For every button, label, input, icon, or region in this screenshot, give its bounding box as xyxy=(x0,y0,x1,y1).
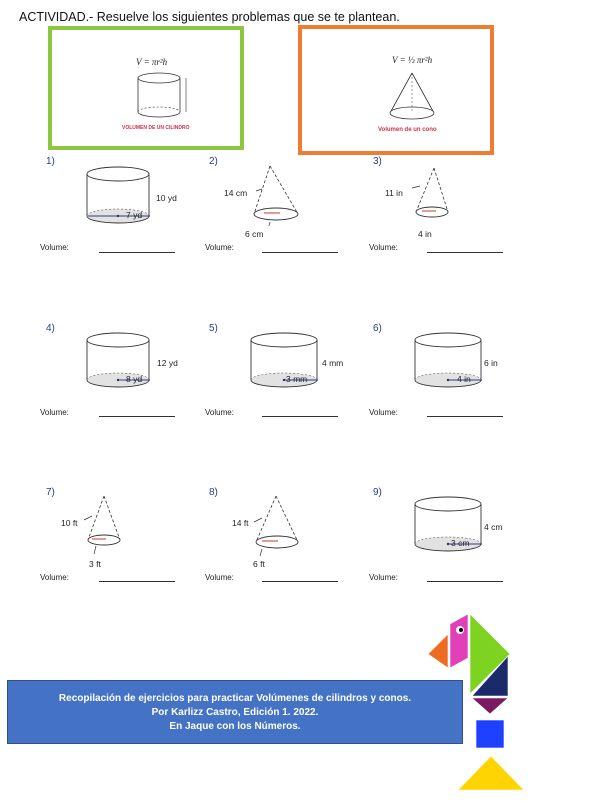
credits-line-2: Por Karlizz Castro, Edición 1. 2022. xyxy=(151,707,319,718)
problem-8-cone-figure xyxy=(250,494,310,556)
problem-6-height: 6 in xyxy=(484,358,498,368)
problem-3-cone-figure xyxy=(410,166,460,226)
problem-7-radius: 3 ft xyxy=(89,559,101,569)
problem-2-radius: 6 cm xyxy=(245,229,264,239)
problem-2-number: 2) xyxy=(209,156,218,167)
credits-banner xyxy=(7,680,463,744)
problem-6-volume-label: Volume: xyxy=(369,408,398,417)
problem-2-volume-label: Volume: xyxy=(205,243,234,252)
cone-formula: V = ⅓ πr²h xyxy=(392,55,433,65)
cone-reference-icon xyxy=(382,71,442,127)
cone-caption: Volumen de un cono xyxy=(378,127,437,133)
problem-3-volume-label: Volume: xyxy=(369,243,398,252)
problem-1-height: 10 yd xyxy=(156,193,177,203)
problem-7-number: 7) xyxy=(46,487,55,498)
problem-5-radius: 3 mm xyxy=(286,374,308,384)
problem-1-cylinder-figure xyxy=(84,164,164,226)
problem-8-number: 8) xyxy=(209,487,218,498)
problem-6-number: 6) xyxy=(373,323,382,334)
problem-3-number: 3) xyxy=(373,156,382,167)
cone-reference-card xyxy=(298,25,494,155)
problem-6-answer-line[interactable] xyxy=(427,416,503,417)
problem-1-volume-label: Volume: xyxy=(40,243,69,252)
problem-2-cone-figure xyxy=(250,164,310,226)
problem-8-height: 14 ft xyxy=(232,518,249,528)
problem-3-radius: 4 in xyxy=(418,229,432,239)
problem-4-height: 12 yd xyxy=(157,358,178,368)
problem-2-height: 14 cm xyxy=(224,188,248,198)
problem-4-answer-line[interactable] xyxy=(99,416,175,417)
problem-8-answer-line[interactable] xyxy=(262,581,338,582)
problem-3-height: 11 in xyxy=(385,188,403,198)
problem-4-number: 4) xyxy=(46,323,55,334)
problem-8-volume-label: Volume: xyxy=(205,573,234,582)
problem-4-radius: 8 yd xyxy=(126,374,143,384)
credits-line-3: En Jaque con los Números. xyxy=(169,721,301,732)
problem-7-cone-figure xyxy=(82,494,132,556)
problem-1-answer-line[interactable] xyxy=(99,252,175,253)
problem-2-answer-line[interactable] xyxy=(262,252,338,253)
problem-6-cylinder-figure xyxy=(412,330,492,392)
problem-7-answer-line[interactable] xyxy=(99,581,175,582)
problem-5-volume-label: Volume: xyxy=(205,408,234,417)
problem-5-height: 4 mm xyxy=(322,358,344,368)
problem-5-number: 5) xyxy=(209,323,218,334)
cylinder-reference-card xyxy=(48,26,244,150)
problem-9-height: 4 cm xyxy=(484,522,503,532)
problem-9-number: 9) xyxy=(373,487,382,498)
problem-7-volume-label: Volume: xyxy=(40,573,69,582)
activity-title: ACTIVIDAD.- Resuelve los siguientes problemas que se te plantean. xyxy=(19,10,400,24)
problem-9-answer-line[interactable] xyxy=(427,581,503,582)
tangram-bird-logo xyxy=(424,610,534,795)
credits-line-1: Recopilación de ejercicios para practicar Volúmenes de cilindros y conos. xyxy=(58,693,412,704)
cylinder-caption: VOLUMEN DE UN CILINDRO xyxy=(122,125,190,131)
problem-6-radius: 4 in xyxy=(457,374,471,384)
cylinder-reference-icon xyxy=(132,70,192,122)
problem-3-answer-line[interactable] xyxy=(427,252,503,253)
problem-8-radius: 6 ft xyxy=(253,559,265,569)
problem-7-height: 10 ft xyxy=(61,518,78,528)
problem-5-answer-line[interactable] xyxy=(262,416,338,417)
problem-9-volume-label: Volume: xyxy=(369,573,398,582)
problem-4-cylinder-figure xyxy=(84,330,164,392)
problem-9-radius: 3 cm xyxy=(451,538,470,548)
problem-4-volume-label: Volume: xyxy=(40,408,69,417)
problem-1-radius: 7 yd xyxy=(126,210,143,220)
cylinder-formula: V = πr²h xyxy=(136,57,168,67)
problem-1-number: 1) xyxy=(46,156,55,167)
